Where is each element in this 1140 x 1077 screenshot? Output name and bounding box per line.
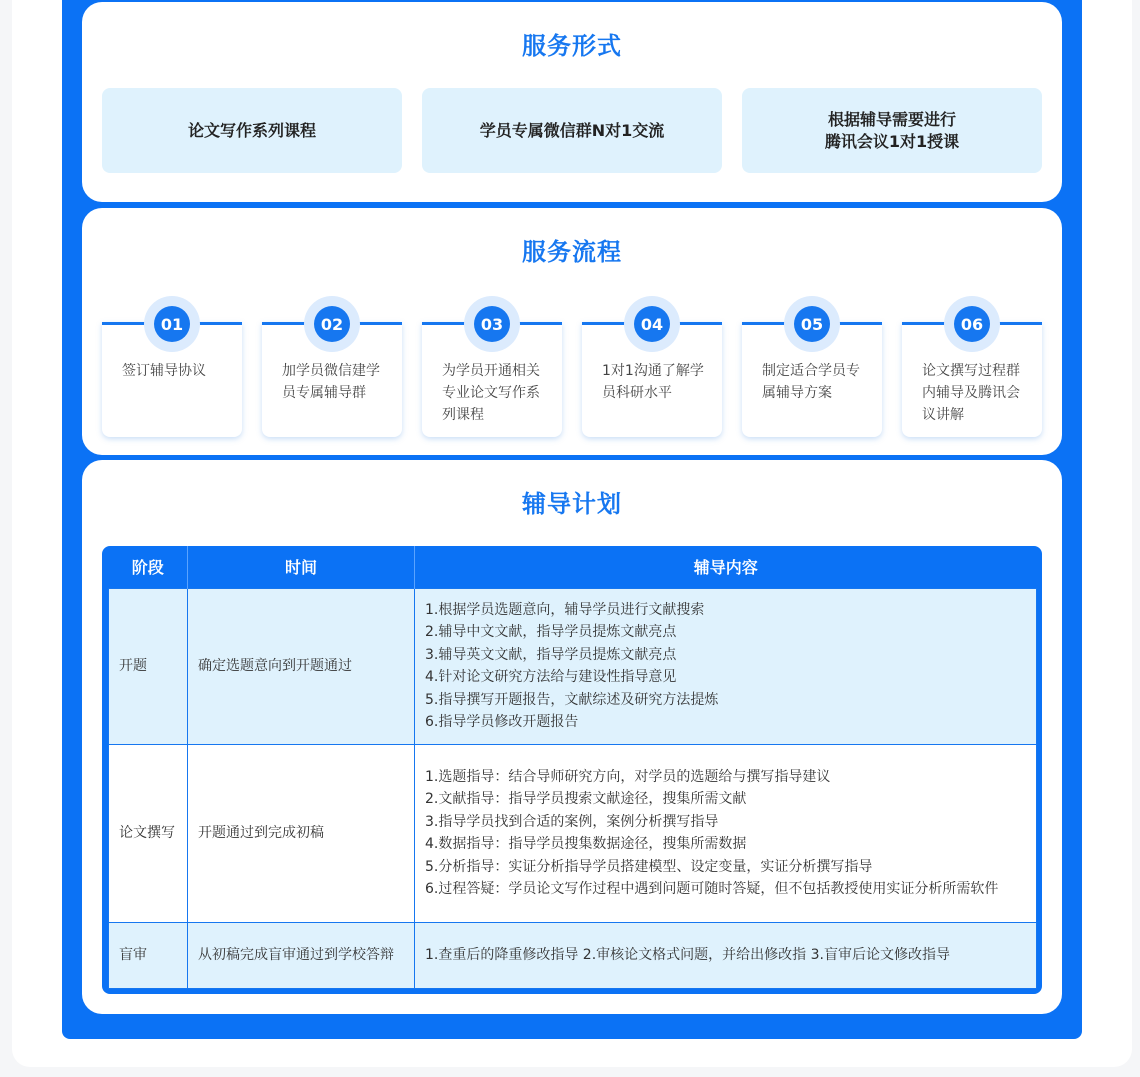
table-row: [109, 922, 1037, 988]
service-flow-title: 服务流程: [522, 238, 622, 266]
content-line: 1.选题指导：结合导师研究方向，对学员的选题给与撰写指导建议: [425, 768, 831, 785]
content-line: 5.分析指导：实证分析指导学员搭建模型、设定变量，实证分析撰写指导: [425, 858, 873, 875]
service-form-item: 学员专属微信群N对1交流: [422, 88, 722, 173]
content-line: 1.根据学员选题意向，辅导学员进行文献搜索: [425, 601, 705, 618]
time-cell: 开题通过到完成初稿: [188, 744, 415, 922]
content-line: 6.过程答疑：学员论文写作过程中遇到问题可随时答疑，但不包括教授使用实证分析所需软件: [425, 881, 999, 897]
content-line: 3.指导学员找到合适的案例，案例分析撰写指导: [425, 813, 719, 830]
service-form-panel: [82, 2, 1062, 202]
service-flow-panel: [82, 208, 1062, 455]
content-line: 3.辅导英文文献，指导学员提炼文献亮点: [425, 646, 677, 663]
plan-title: 辅导计划: [522, 490, 622, 518]
plan-table-wrapper: [102, 546, 1042, 994]
plan-table: [108, 546, 1037, 989]
step-number-badge: 03: [474, 306, 510, 342]
flow-step-text: 签订辅导协议: [122, 363, 206, 379]
time-cell: 确定选题意向到开题通过: [188, 588, 415, 744]
content-line: 6.指导学员修改开题报告: [425, 714, 579, 730]
flow-step-text: 为学员开通相关专业论文写作系列课程: [442, 363, 540, 423]
step-number-badge: 01: [154, 306, 190, 342]
flow-step-text: 论文撰写过程群内辅导及腾讯会议讲解: [922, 363, 1020, 423]
stage-cell: 论文撰写: [109, 744, 188, 922]
content-line: 1.查重后的降重修改指导 2.审核论文格式问题，并给出修改指 3.盲审后论文修改指导: [425, 946, 950, 963]
table-row: [109, 588, 1037, 744]
content-cell: [415, 744, 1037, 922]
content-line: 4.数据指导：指导学员搜集数据途径，搜集所需数据: [425, 836, 747, 852]
stage-cell: 盲审: [109, 922, 188, 988]
content-cell: [415, 922, 1037, 988]
content-line: 4.针对论文研究方法给与建设性指导意见: [425, 669, 677, 685]
header-time: 时间: [188, 546, 415, 588]
table-row: [109, 744, 1037, 922]
time-cell: 从初稿完成盲审通过到学校答辩: [188, 922, 415, 988]
step-number-badge: 05: [794, 306, 830, 342]
step-number-badge: 06: [954, 306, 990, 342]
stage-cell: 开题: [109, 588, 188, 744]
flow-step-text: 1对1沟通了解学员科研水平: [602, 363, 704, 401]
content-cell: [415, 588, 1037, 744]
plan-panel: [82, 460, 1062, 1014]
service-form-item: 论文写作系列课程: [102, 88, 402, 173]
flow-step-text: 加学员微信建学员专属辅导群: [282, 363, 380, 401]
step-number-badge: 02: [314, 306, 350, 342]
service-form-item: 根据辅导需要进行 腾讯会议1对1授课: [742, 88, 1042, 173]
header-stage: 阶段: [131, 558, 164, 578]
content-line: 2.辅导中文文献，指导学员提炼文献亮点: [425, 624, 677, 640]
header-content: 辅导内容: [415, 546, 1037, 588]
content-line: 2.文献指导：指导学员搜索文献途径，搜集所需文献: [425, 791, 747, 807]
flow-step-text: 制定适合学员专属辅导方案: [762, 363, 860, 401]
service-form-title: 服务形式: [522, 32, 622, 60]
content-line: 5.指导撰写开题报告，文献综述及研究方法提炼: [425, 691, 719, 708]
step-number-badge: 04: [634, 306, 670, 342]
